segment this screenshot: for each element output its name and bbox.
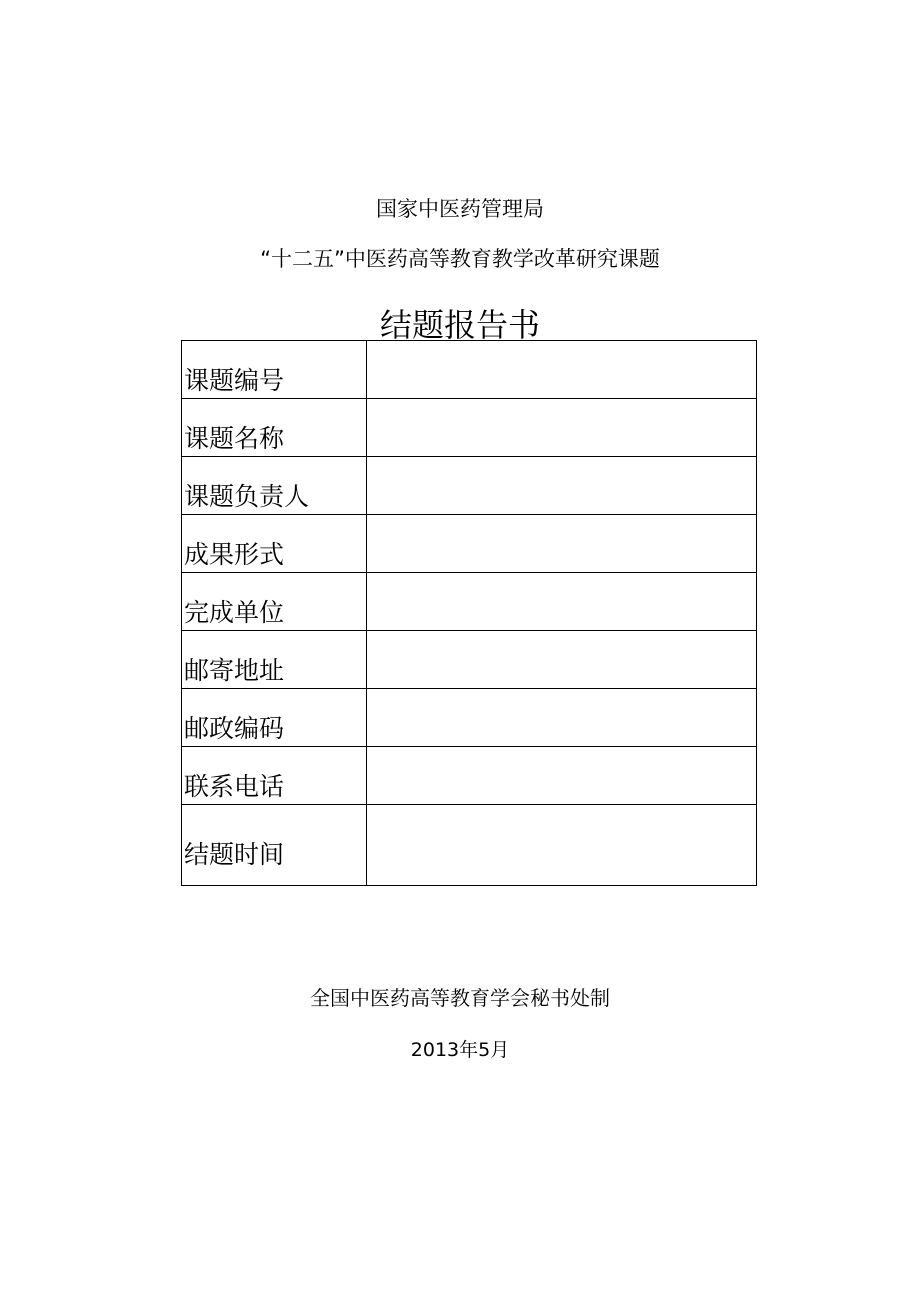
project-name-label: 课题名称 bbox=[182, 399, 367, 457]
project-name-field[interactable] bbox=[367, 399, 757, 457]
project-series-title: “十二五”中医药高等教育教学改革研究课题 bbox=[260, 247, 660, 271]
postal-code-label: 邮政编码 bbox=[182, 689, 367, 747]
result-form-field[interactable] bbox=[367, 515, 757, 573]
form-row-result-form bbox=[182, 515, 757, 573]
postal-code-field[interactable] bbox=[367, 689, 757, 747]
project-number-field[interactable] bbox=[367, 341, 757, 399]
document-title: 结题报告书 bbox=[379, 306, 540, 344]
phone-label: 联系电话 bbox=[182, 747, 367, 805]
mailing-address-label: 邮寄地址 bbox=[182, 631, 367, 689]
form-row-completion-date bbox=[182, 805, 757, 886]
completion-date-label: 结题时间 bbox=[182, 805, 367, 886]
form-row-mailing-address bbox=[182, 631, 757, 689]
mailing-address-field[interactable] bbox=[367, 631, 757, 689]
publisher-line: 全国中医药高等教育学会秘书处制 bbox=[310, 986, 610, 1010]
project-leader-field[interactable] bbox=[367, 457, 757, 515]
form-row-completing-unit bbox=[182, 573, 757, 631]
phone-field[interactable] bbox=[367, 747, 757, 805]
issue-date: 2013年5月 bbox=[410, 1039, 510, 1061]
form-row-project-number bbox=[182, 341, 757, 399]
form-row-project-name bbox=[182, 399, 757, 457]
result-form-label: 成果形式 bbox=[182, 515, 367, 573]
report-info-form bbox=[181, 340, 757, 886]
form-row-postal-code bbox=[182, 689, 757, 747]
completing-unit-label: 完成单位 bbox=[182, 573, 367, 631]
completing-unit-field[interactable] bbox=[367, 573, 757, 631]
project-number-label: 课题编号 bbox=[182, 341, 367, 399]
form-row-phone bbox=[182, 747, 757, 805]
completion-date-field[interactable] bbox=[367, 805, 757, 886]
form-row-project-leader bbox=[182, 457, 757, 515]
project-leader-label: 课题负责人 bbox=[182, 457, 367, 515]
issuing-organization: 国家中医药管理局 bbox=[376, 197, 544, 221]
